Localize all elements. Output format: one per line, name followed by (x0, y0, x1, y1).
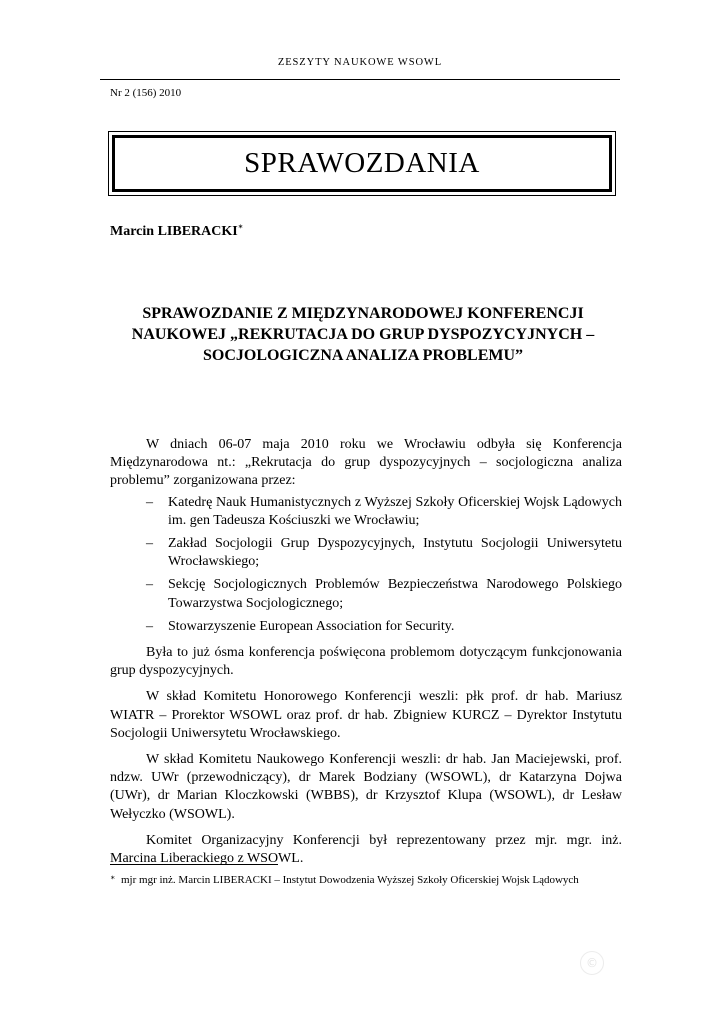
paragraph-honorary-committee: W skład Komitetu Honorowego Konferencji weszli: płk prof. dr hab. Mariusz WIATR – Prorektor WSOWL oraz prof. dr hab. Zbigniew KURCZ – Dyrektor Instytutu Socjologii Uniwersytetu Wrocławskiego. (110, 689, 622, 741)
section-title-inner-frame (112, 135, 612, 192)
header-rule (100, 79, 620, 80)
list-dash: – (146, 494, 153, 510)
document-title (110, 303, 616, 366)
footnote-mark: ∗ (110, 873, 116, 882)
footnote (110, 873, 622, 887)
intro-paragraph: W dniach 06-07 maja 2010 roku we Wrocławiu odbyła się Konferencja Międzynarodowa nt.: „Rekrutacja do grup dyspozycyjnych – socjologiczna analiza problemu” zorganizowana przez: (110, 437, 622, 489)
list-item-text: Zakład Socjologii Grup Dyspozycyjnych, Instytutu Socjologii Uniwersytetu Wrocławskiego; (168, 536, 622, 570)
issue-number: Nr 2 (156) 2010 (110, 87, 182, 99)
author (110, 221, 243, 240)
footnote-text: mjr mgr inż. Marcin LIBERACKI – Instytut Dowodzenia Wyższej Szkoły Oficerskiej Wojsk Lądowych (121, 874, 579, 886)
list-item (146, 494, 622, 530)
running-head: ZESZYTY NAUKOWE WSOWL (277, 57, 443, 68)
title-line-2: NAUKOWEJ „REKRUTACJA DO GRUP DYSPOZYCYJNYCH – (131, 326, 595, 343)
body-text (110, 436, 622, 876)
list-item (146, 618, 622, 636)
list-item-text: Stowarzyszenie European Association for Security. (168, 618, 455, 634)
list-item (146, 535, 622, 571)
title-line-3: SOCJOLOGICZNA ANALIZA PROBLEMU” (202, 347, 524, 364)
section-title: SPRAWOZDANIA (244, 147, 480, 179)
paragraph-eighth-conference: Była to już ósma konferencja poświęcona problemom dotyczącym funkcjonowania grup dyspozycyjnych. (110, 645, 622, 679)
author-footnote-mark: ∗ (237, 222, 244, 231)
paragraph-organizing-committee: Komitet Organizacyjny Konferencji był reprezentowany przez mjr. mgr. inż. Marcina Liberackiego z WSOWL. (110, 832, 622, 867)
list-dash: – (146, 536, 153, 552)
section-title-box (108, 131, 616, 196)
watermark-icon: © (580, 951, 604, 975)
list-dash: – (146, 618, 153, 634)
title-line-1: SPRAWOZDANIE Z MIĘDZYNARODOWEJ KONFERENCJI (142, 305, 584, 322)
paragraph-scientific-committee: W skład Komitetu Naukowego Konferencji weszli: dr hab. Jan Maciejewski, prof. ndzw. UWr (przewodniczący), dr Marek Bodziany (WSOWL), dr Katarzyna Dojwa (UWr), dr Marian Kloczkowski (WBBS), dr Krzysztof Klupa (WSOWL), dr Lesław Wełyczko (WSOWL). (110, 752, 622, 822)
list-item-text: Katedrę Nauk Humanistycznych z Wyższej Szkoły Oficerskiej Wojsk Lądowych im. gen Tadeusza Kościuszki we Wrocławiu; (168, 494, 622, 528)
list-item-text: Sekcję Socjologicznych Problemów Bezpieczeństwa Narodowego Polskiego Towarzystwa Socjologicznego; (168, 577, 622, 611)
list-dash: – (146, 577, 153, 593)
author-name: Marcin LIBERACKI (110, 224, 238, 239)
list-item (146, 576, 622, 612)
footnote-rule (110, 864, 278, 865)
organizers-list (110, 494, 622, 636)
